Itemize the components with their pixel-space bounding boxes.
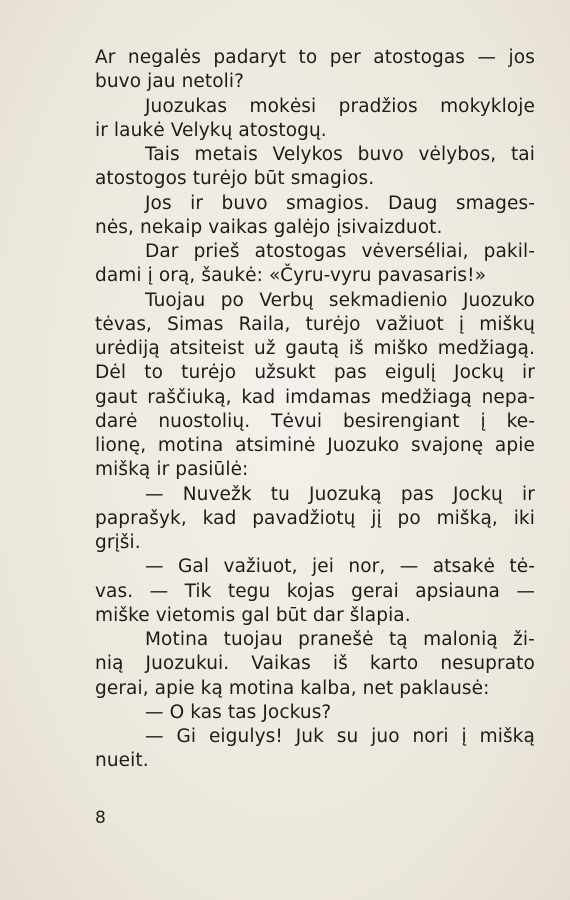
word: pranešė [298, 629, 374, 650]
text-line [95, 264, 535, 288]
word: už [254, 338, 276, 359]
word: tu [270, 483, 290, 505]
word: juo [371, 726, 400, 747]
word: kojas [286, 580, 335, 602]
word: smagios. [286, 192, 370, 214]
word: buvo [357, 144, 404, 165]
word: Tėvui [271, 410, 323, 432]
word: miškų [479, 313, 535, 335]
word: vėverséliai, [361, 241, 469, 262]
word: tą [388, 629, 408, 650]
word: urėdiją [95, 338, 160, 359]
text-line-content: miške vietomis gal būt dar šlapia. [95, 604, 411, 626]
word: važiuot [375, 313, 444, 335]
word: pas [333, 362, 367, 384]
word: Gi [176, 726, 197, 747]
word: Raila, [238, 313, 291, 335]
word: jos [508, 47, 535, 68]
word: eigulį [385, 362, 436, 384]
text-line [95, 531, 535, 555]
word: ži- [513, 629, 535, 650]
text-line [95, 70, 535, 94]
word: vėlybos, [418, 144, 497, 165]
text-line [95, 458, 535, 482]
word: jį [371, 507, 382, 529]
word: tėvas, [95, 313, 153, 335]
word: nią [95, 653, 124, 675]
word: Juozuko [327, 435, 400, 456]
word: karto [369, 653, 419, 675]
text-line-content: — O kas tas Jockus? [145, 701, 332, 723]
word: miško [373, 338, 429, 359]
word: mokykloje [440, 95, 535, 117]
word: — [145, 556, 164, 578]
word: po [220, 289, 244, 311]
text-line [95, 628, 535, 652]
word: Velykos [272, 144, 343, 165]
word: tegu [227, 580, 271, 602]
text-line [95, 361, 535, 385]
word: gaut [95, 386, 138, 408]
word: į [461, 726, 467, 747]
word: Simas [167, 313, 224, 335]
word: atostogas [254, 241, 347, 262]
text-line [95, 749, 535, 773]
text-line [95, 240, 535, 264]
text-line [95, 483, 535, 507]
word: iš [332, 653, 348, 675]
text-line [95, 652, 535, 676]
word: svajonę [410, 435, 484, 456]
word: atostogas [373, 47, 466, 68]
word: — [516, 580, 535, 602]
word: turėjo [181, 362, 237, 384]
word: tė- [509, 556, 535, 578]
word: to [144, 362, 163, 384]
word: Jockų [452, 483, 503, 505]
word: mokėsi [249, 95, 317, 117]
word: po [397, 507, 421, 529]
word: negalės [127, 47, 201, 68]
word: pavadžiotų [252, 507, 356, 529]
word: nor, [348, 556, 386, 578]
word: prieš [193, 241, 240, 262]
word: į [480, 410, 486, 432]
text-line-content: buvo jau netoli? [95, 71, 245, 93]
text-line [95, 46, 535, 70]
text-line [95, 313, 535, 337]
word: Daug [387, 192, 438, 214]
word: mišką, [436, 507, 498, 529]
word: atsiteist [169, 338, 245, 359]
text-line [95, 337, 535, 361]
word: turėjo [305, 313, 361, 335]
word: nuostolių. [158, 410, 251, 432]
word: medžiagą [380, 386, 472, 408]
word: apsiauna [415, 580, 500, 602]
word: Ar [95, 47, 116, 68]
word: ke- [506, 410, 535, 432]
word: to [298, 47, 318, 68]
word: Juk [295, 726, 324, 747]
text-line [95, 192, 535, 216]
text-line [95, 289, 535, 313]
word: kad [241, 386, 276, 408]
word: Gal [178, 556, 210, 578]
word: iki [513, 507, 535, 529]
word: per [329, 47, 361, 68]
word: nesuprato [440, 653, 535, 675]
text-line-content: nės, nekaip vaikas galėjo įsivaizduot. [95, 216, 443, 238]
word: tuojau [223, 629, 283, 650]
text-line-content: mišką ir pasiūlė: [95, 459, 249, 481]
word: Tik [184, 580, 212, 602]
word: pakil- [483, 241, 535, 262]
word: apie [494, 435, 535, 456]
text-line [95, 167, 535, 191]
text-line [95, 216, 535, 240]
word: ir [522, 362, 535, 384]
word: užsukt [254, 362, 316, 384]
word: raščiuką, [147, 386, 232, 408]
page-body-text [95, 46, 535, 774]
word: vas. [95, 580, 134, 602]
word: — [145, 726, 164, 747]
word: kad [202, 507, 237, 529]
word: motina [157, 435, 224, 456]
word: — [477, 47, 497, 68]
text-line [95, 95, 535, 119]
word: Dar [145, 241, 179, 262]
word: nori [412, 726, 449, 747]
text-line [95, 677, 535, 701]
word: ir [521, 483, 535, 505]
word: iš [348, 338, 364, 359]
word: Motina [145, 629, 209, 650]
word: Tuojau [145, 289, 206, 311]
text-line [95, 507, 535, 531]
word: besirengiant [342, 410, 460, 432]
page-number: 8 [95, 808, 106, 828]
text-line-content: gerai, apie ką motina kalba, net paklausė: [95, 677, 490, 699]
text-line [95, 410, 535, 434]
word: paprašyk, [95, 507, 187, 529]
word: Verbų [259, 289, 314, 311]
text-line [95, 434, 535, 458]
word: Nuvežk [182, 483, 252, 505]
word: buvo [221, 192, 268, 214]
word: Tais [145, 144, 180, 165]
word: Jockų [454, 362, 504, 384]
word: ir [190, 192, 204, 214]
text-line [95, 386, 535, 410]
word: Juozukui. [145, 653, 230, 675]
text-line-content: grįši. [95, 532, 141, 553]
word: pradžios [338, 95, 418, 117]
word: atsiminė [235, 435, 316, 456]
text-line [95, 604, 535, 628]
word: eigulys! [208, 726, 283, 747]
word: jei [312, 556, 334, 578]
word: atsakė [432, 556, 495, 578]
word: į [458, 313, 465, 335]
text-line [95, 119, 535, 143]
text-line [95, 725, 535, 749]
text-line-content: dami į orą, šaukė: «Čyru-vyru pavasaris!» [95, 265, 487, 287]
word: darė [95, 410, 138, 432]
word: mišką [479, 726, 535, 747]
word: Dėl [95, 362, 127, 384]
text-line [95, 143, 535, 167]
word: malonią [423, 629, 498, 650]
word: Juozuko [462, 289, 535, 311]
word: lionę, [95, 435, 147, 456]
word: pas [400, 483, 434, 505]
word: Juozukas [145, 95, 228, 117]
word: — [399, 556, 419, 578]
text-line [95, 701, 535, 725]
word: Juozuką [309, 483, 382, 505]
word: gerai [351, 580, 399, 602]
word: medžiagą. [437, 338, 535, 359]
word: gautą [285, 338, 340, 359]
word: sekmadienio [328, 289, 448, 311]
word: Vaikas [251, 653, 311, 675]
word: padaryt [213, 47, 287, 68]
word: metais [194, 144, 258, 165]
word: nepa- [481, 386, 535, 408]
word: važiuot, [223, 556, 298, 578]
text-line-content: nueit. [95, 750, 149, 772]
text-line [95, 580, 535, 604]
word: su [336, 726, 359, 747]
word: — [145, 483, 164, 505]
word: imdamas [284, 386, 371, 408]
word: Jos [145, 192, 172, 214]
text-line-content: ir laukė Velykų atostogų. [95, 119, 327, 141]
text-line-content: atostogos turėjo būt smagios. [95, 168, 375, 190]
word: smages- [455, 192, 535, 214]
text-line [95, 555, 535, 579]
word: tai [510, 144, 535, 165]
word: — [149, 580, 169, 602]
